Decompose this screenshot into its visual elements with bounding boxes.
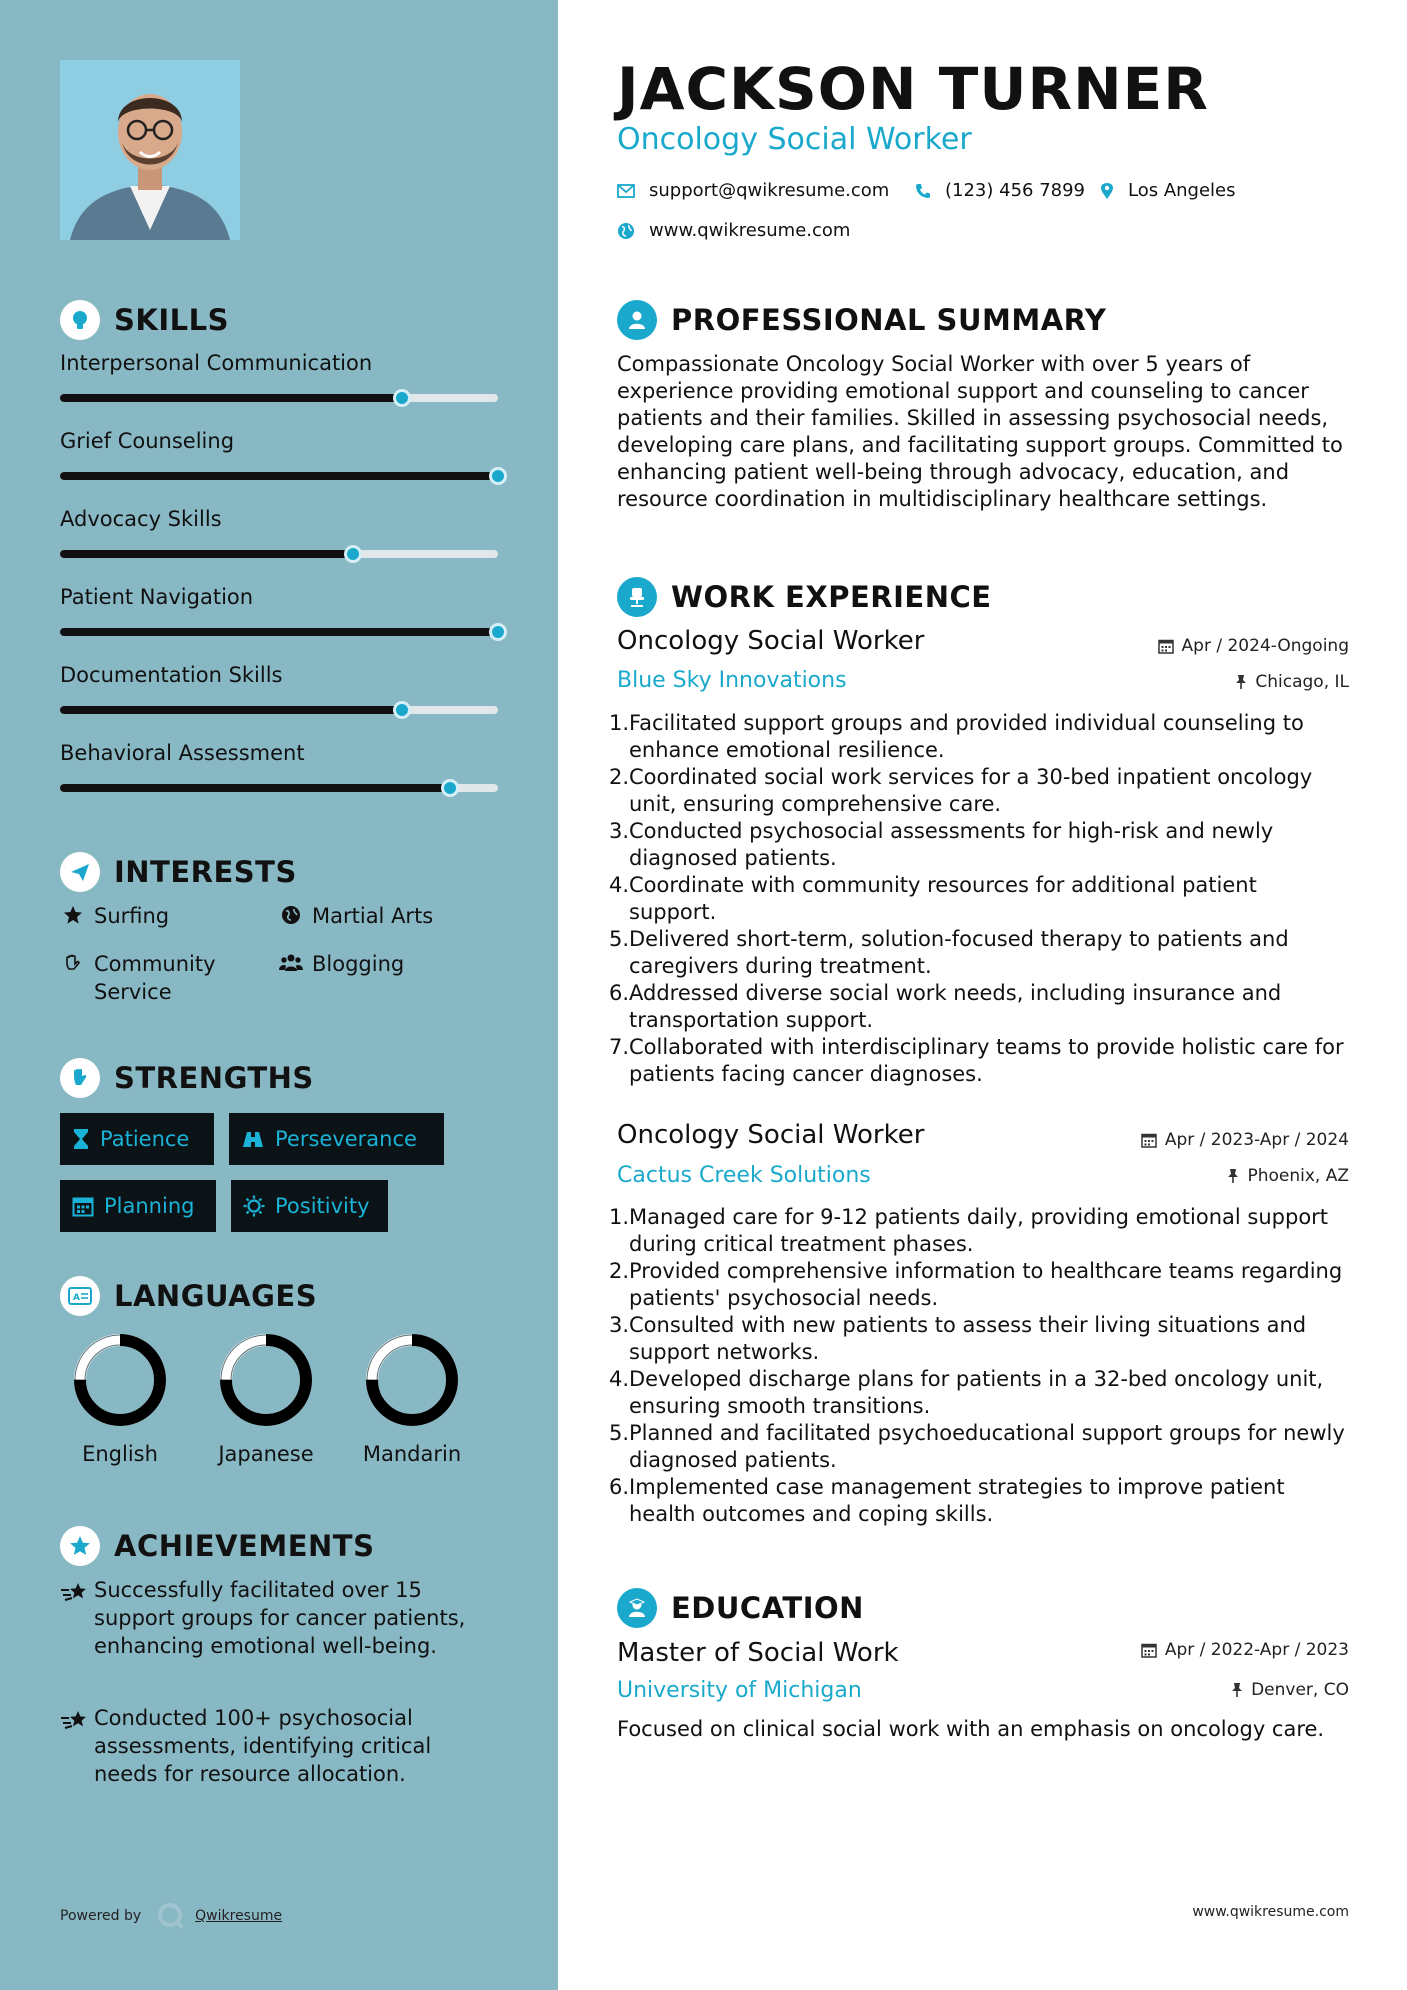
education-school: University of Michigan xyxy=(617,1678,862,1703)
education-dates: Apr / 2022-Apr / 2023 xyxy=(1141,1640,1349,1660)
calendar-icon xyxy=(72,1195,94,1217)
achievement-item: Successfully facilitated over 15 support groups for cancer patients, enhancing emotional well-being. xyxy=(60,1576,480,1660)
summary-text: Compassionate Oncology Social Worker with over 5 years of experience providing emotional support and counseling to cancer patients and their families. Skilled in assessing psychosocial needs, developing care plans, and facilitating support groups. Committed to enhancing patient well-being through advocacy, education, and resource coordination in multidisciplinary healthcare settings. xyxy=(617,352,1343,511)
job-bullet: 1. Managed care for 9-12 patients daily, providing emotional support during critical treatment phases. xyxy=(609,1205,1329,1256)
footer-url[interactable]: www.qwikresume.com xyxy=(1192,1904,1349,1920)
envelope-icon xyxy=(617,184,635,198)
powered-by: Powered by Qwikresume xyxy=(60,1902,282,1930)
paper-plane-icon xyxy=(60,852,100,892)
profile-photo xyxy=(60,60,240,240)
office-chair-icon xyxy=(617,577,657,617)
strength-badge: Positivity xyxy=(231,1180,388,1232)
skill-item xyxy=(60,738,498,768)
interests-title: INTERESTS xyxy=(114,855,297,889)
achievements-heading xyxy=(60,1526,374,1566)
interests-heading xyxy=(60,852,297,892)
job-bullet: 1. Facilitated support groups and provided individual counseling to enhance emotional resilience. xyxy=(609,711,1304,762)
skill-item xyxy=(60,504,498,534)
skill-name: Documentation Skills xyxy=(60,663,283,687)
contact-email xyxy=(617,180,889,201)
skill-bar xyxy=(60,784,498,792)
experience-title: WORK EXPERIENCE xyxy=(671,580,992,614)
interest-item: Surfing xyxy=(60,902,169,930)
education-title: EDUCATION xyxy=(671,1591,864,1625)
summary-heading xyxy=(617,300,1106,340)
language-ring xyxy=(70,1330,170,1430)
skill-name: Advocacy Skills xyxy=(60,507,222,531)
skill-bar xyxy=(60,706,498,714)
skill-bar-fill xyxy=(60,550,353,558)
candidate-name: JACKSON TURNER xyxy=(617,55,1209,123)
job-role: Oncology Social Worker xyxy=(617,626,925,656)
hourglass-icon xyxy=(72,1128,90,1150)
job-location: Phoenix, AZ xyxy=(1227,1166,1349,1186)
skill-bar-knob xyxy=(393,389,411,407)
job-location: Chicago, IL xyxy=(1235,672,1349,692)
job-bullet: 4. Coordinate with community resources for additional patient support. xyxy=(609,873,1257,924)
strength-badge: Patience xyxy=(60,1113,214,1165)
strengths-heading xyxy=(60,1058,314,1098)
job-bullet: 5. Delivered short-term, solution-focused therapy to patients and caregivers during treatment. xyxy=(609,927,1289,978)
job-bullet: 6. Addressed diverse social work needs, including insurance and transportation support. xyxy=(609,981,1282,1032)
language-name: English xyxy=(82,1442,158,1466)
education-degree: Master of Social Work xyxy=(617,1638,899,1668)
skill-bar-knob xyxy=(441,779,459,797)
email-link[interactable]: support@qwikresume.com xyxy=(649,180,890,201)
summary-title: PROFESSIONAL SUMMARY xyxy=(671,303,1107,337)
skill-bar-fill xyxy=(60,628,498,636)
job-dates: Apr / 2024-Ongoing xyxy=(1158,636,1349,656)
job-bullet: 2. Provided comprehensive information to healthcare teams regarding patients' psychosocial needs. xyxy=(609,1259,1343,1310)
skill-bar-knob xyxy=(393,701,411,719)
strength-badge: Planning xyxy=(60,1180,216,1232)
user-icon xyxy=(617,300,657,340)
skill-name: Patient Navigation xyxy=(60,585,254,609)
pushpin-icon xyxy=(1235,674,1247,690)
calendar-icon xyxy=(1158,638,1174,654)
interest-item: Blogging xyxy=(278,950,404,978)
pushpin-icon xyxy=(1231,1682,1243,1698)
users-icon xyxy=(278,950,304,973)
skill-name: Behavioral Assessment xyxy=(60,741,305,765)
calendar-icon xyxy=(1141,1642,1157,1658)
strength-badge: Perseverance xyxy=(229,1113,444,1165)
contact-location: Los Angeles xyxy=(1100,180,1236,201)
interest-item: Martial Arts xyxy=(278,902,433,930)
shooting-star-icon xyxy=(60,1576,94,1660)
skill-item xyxy=(60,426,498,456)
skill-bar xyxy=(60,550,498,558)
job-company: Cactus Creek Solutions xyxy=(617,1163,871,1188)
job-role: Oncology Social Worker xyxy=(617,1120,925,1150)
language-name: Mandarin xyxy=(362,1442,462,1466)
graduate-icon xyxy=(617,1588,657,1628)
job-bullet: 3. Conducted psychosocial assessments for high-risk and newly diagnosed patients. xyxy=(609,819,1274,870)
map-pin-icon xyxy=(1100,182,1114,200)
job-bullets xyxy=(609,1204,1349,1528)
globe-icon xyxy=(278,902,304,925)
job-bullet: 3. Consulted with new patients to assess their living situations and support networks. xyxy=(609,1313,1307,1364)
contact-phone xyxy=(915,180,1085,201)
skills-title: SKILLS xyxy=(114,303,229,337)
calendar-icon xyxy=(1141,1132,1157,1148)
qwikresume-logo-icon xyxy=(157,1902,185,1930)
skill-bar-fill xyxy=(60,472,498,480)
education-description: Focused on clinical social work with an emphasis on oncology care. xyxy=(617,1717,1325,1741)
interest-item: Community Service xyxy=(60,950,234,1006)
achievements-title: ACHIEVEMENTS xyxy=(114,1529,375,1563)
language-name: Japanese xyxy=(218,1442,314,1466)
skill-bar-knob xyxy=(489,467,507,485)
job-bullet: 6. Implemented case management strategies to improve patient health outcomes and coping skills. xyxy=(609,1475,1285,1526)
star-badge-icon xyxy=(60,1526,100,1566)
skill-bar-fill xyxy=(60,394,402,402)
hand-icon xyxy=(60,950,86,973)
language-ring xyxy=(216,1330,316,1430)
job-bullets xyxy=(609,710,1349,1088)
skills-heading xyxy=(60,300,229,340)
job-bullet: 7. Collaborated with interdisciplinary teams to provide holistic care for patients facing cancer diagnoses. xyxy=(609,1035,1344,1086)
phone-link[interactable]: (123) 456 7899 xyxy=(945,180,1086,201)
pushpin-icon xyxy=(1227,1168,1239,1184)
contact-website xyxy=(617,220,850,241)
language-item xyxy=(206,1330,326,1466)
skill-bar-fill xyxy=(60,706,402,714)
lightbulb-icon xyxy=(60,300,100,340)
phone-icon xyxy=(915,183,931,199)
skill-name: Interpersonal Communication xyxy=(60,351,373,375)
education-heading xyxy=(617,1588,864,1628)
fist-icon xyxy=(60,1058,100,1098)
shooting-star-icon xyxy=(60,1704,94,1788)
skill-name: Grief Counseling xyxy=(60,429,235,453)
skill-bar-knob xyxy=(489,623,507,641)
languages-heading xyxy=(60,1276,317,1316)
job-dates: Apr / 2023-Apr / 2024 xyxy=(1141,1130,1349,1150)
job-bullet: 5. Planned and facilitated psychoeducational support groups for newly diagnosed patients. xyxy=(609,1421,1345,1472)
job-bullet: 2. Coordinated social work services for a 30-bed inpatient oncology unit, ensuring comprehensive care. xyxy=(609,765,1313,816)
sidebar xyxy=(0,0,558,1990)
language-ring xyxy=(362,1330,462,1430)
language-icon xyxy=(60,1276,100,1316)
job-bullet: 4. Developed discharge plans for patients in a 32-bed oncology unit, ensuring smooth transitions. xyxy=(609,1367,1324,1418)
candidate-title: Oncology Social Worker xyxy=(617,122,972,157)
skill-item xyxy=(60,348,498,378)
language-item xyxy=(60,1330,180,1466)
skill-bar xyxy=(60,628,498,636)
job-company: Blue Sky Innovations xyxy=(617,668,847,693)
svg-text:A: A xyxy=(73,1293,80,1303)
strengths-title: STRENGTHS xyxy=(114,1061,314,1095)
skill-bar-knob xyxy=(344,545,362,563)
star-icon xyxy=(60,902,86,925)
education-location: Denver, CO xyxy=(1231,1680,1349,1700)
skill-item xyxy=(60,582,498,612)
website-link[interactable]: www.qwikresume.com xyxy=(649,220,851,241)
skill-bar xyxy=(60,394,498,402)
languages-title: LANGUAGES xyxy=(114,1279,318,1313)
sun-icon xyxy=(243,1195,265,1217)
qwikresume-link[interactable]: Qwikresume xyxy=(195,1908,283,1924)
skill-bar-fill xyxy=(60,784,450,792)
globe-icon xyxy=(617,222,635,240)
binoculars-icon xyxy=(241,1129,265,1149)
experience-heading xyxy=(617,577,992,617)
skill-item xyxy=(60,660,498,690)
language-item xyxy=(352,1330,472,1466)
achievement-item: Conducted 100+ psychosocial assessments, identifying critical needs for resource allocation. xyxy=(60,1704,480,1788)
skill-bar xyxy=(60,472,498,480)
